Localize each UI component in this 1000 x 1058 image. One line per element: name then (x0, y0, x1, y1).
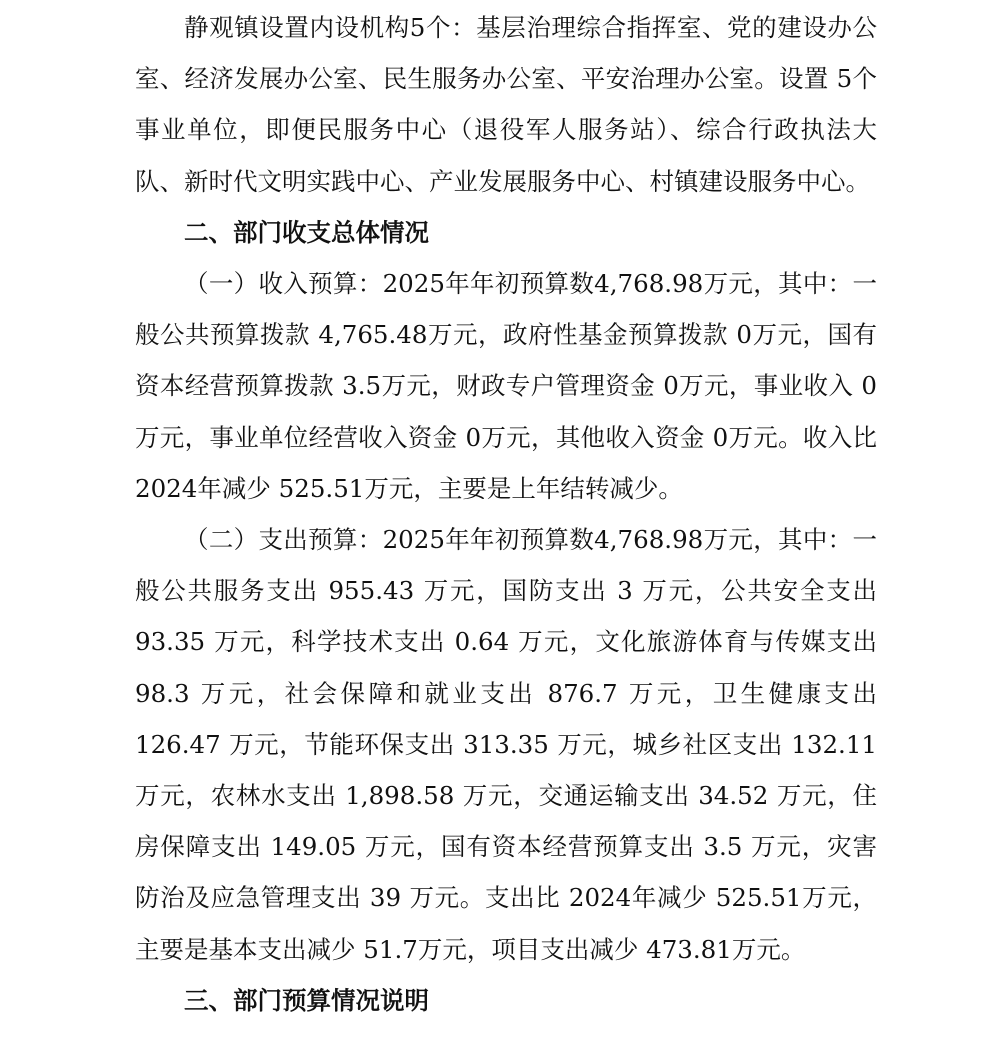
document-body (135, 2, 877, 1015)
expense-budget-text: 2025年年初预算数4,768.98万元，其中：一般公共服务支出 955.43 万元，国防支出 3 万元，公共安全支出 93.35 万元，科学技术支出 0.64 万元，文化旅游体育与传媒支出 98.3 万元，社会保障和就业支出 876.7 万元，卫生健康支出 126.47 万元，节能环保支出 313.35 万元，城乡社区支出 132.11 万元，农林水支出 1,898.58 万元，交通运输支出 34.52 万元，住房保障支出 149.05 万元，国有资本经营预算支出 3.5 万元，灾害防治及应急管理支出 39 万元。支出比 2024年减少 525.51万元，主要是基本支出减少 51.7万元，项目支出减少 473.81万元。 (135, 525, 877, 964)
paragraph-organization: 静观镇设置内设机构5个：基层治理综合指挥室、党的建设办公室、经济发展办公室、民生服务办公室、平安治理办公室。设置 5个事业单位，即便民服务中心（退役军人服务站）、综合行政执法大队、新时代文明实践中心、产业发展服务中心、村镇建设服务中心。 (135, 13, 877, 196)
expense-budget-lead: （二）支出预算： (184, 525, 383, 555)
paragraph-expense-budget (135, 514, 877, 975)
income-budget-text: 2025年年初预算数4,768.98万元，其中：一般公共预算拨款 4,765.48万元，政府性基金预算拨款 0万元，国有资本经营预算拨款 3.5万元，财政专户管理资金 0万元，事业收入 0万元，事业单位经营收入资金 0万元，其他收入资金 0万元。收入比 2024年减少 525.51万元，主要是上年结转减少。 (135, 269, 877, 503)
section-heading-income-expense-overview: 二、部门收支总体情况 (184, 217, 429, 247)
section-heading-budget-explanation: 三、部门预算情况说明 (184, 985, 429, 1015)
paragraph-income-budget (135, 258, 877, 514)
income-budget-lead: （一）收入预算： (184, 269, 383, 299)
